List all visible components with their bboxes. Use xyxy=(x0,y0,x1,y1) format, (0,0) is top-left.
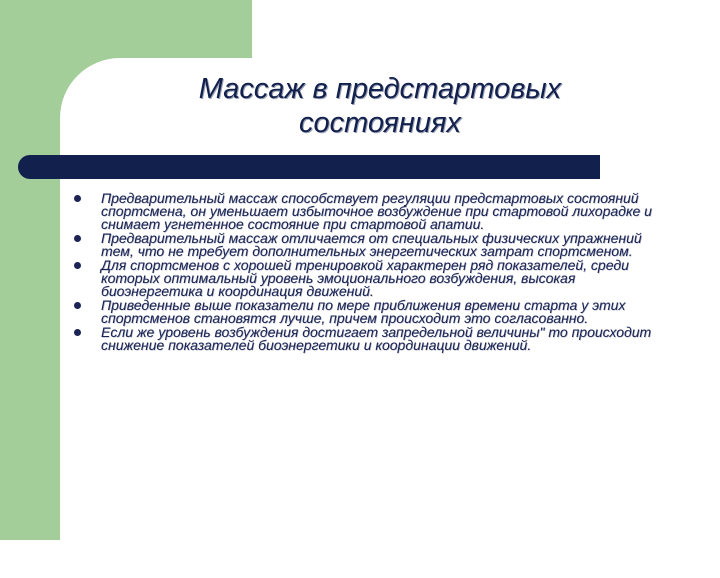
bullet-list xyxy=(74,192,674,353)
bullet-item-2 xyxy=(74,232,674,258)
bullet-dot-icon xyxy=(74,262,81,269)
bullet-dot-icon xyxy=(74,195,81,202)
bullet-item-1 xyxy=(74,192,674,231)
slide-title-line-2: состояниях xyxy=(298,107,462,139)
bullet-dot-icon xyxy=(74,235,81,242)
bullet-item-5 xyxy=(74,326,674,352)
bullet-item-3 xyxy=(74,259,674,298)
bullet-text-3: Для спортсменов с хорошей тренировкой характерен ряд показателей, среди которых оптимальный уровень эмоционального возбуждения, высокая биоэнергетика и координация движений. xyxy=(101,257,629,299)
bullet-item-4 xyxy=(74,299,674,325)
bullet-text-4: Приведенные выше показатели по мере приближения времени старта у этих спортсменов становятся лучше, причем происходит это согласованно. xyxy=(101,297,626,326)
slide-title-line-1: Массаж в предстартовых xyxy=(198,73,562,105)
bullet-text-2: Предварительный массаж отличается от специальных физических упражнений тем, что не требует дополнительных энергетических затрат спортсменом. xyxy=(101,230,642,259)
bullet-text-5: Если же уровень возбуждения достигает запредельной величины" то происходит снижение показателей биоэнергетики и координации движений. xyxy=(101,324,652,353)
bullet-dot-icon xyxy=(74,302,81,309)
slide-title xyxy=(110,72,650,140)
bullet-text-1: Предварительный массаж способствует регуляции предстартовых состояний спортсмена, он уменьшает избыточное возбуждение при стартовой лихорадке и снимает угнетенное состояние при стартовой апатии. xyxy=(101,190,652,232)
title-divider-bar xyxy=(18,155,600,179)
bullet-dot-icon xyxy=(74,329,81,336)
